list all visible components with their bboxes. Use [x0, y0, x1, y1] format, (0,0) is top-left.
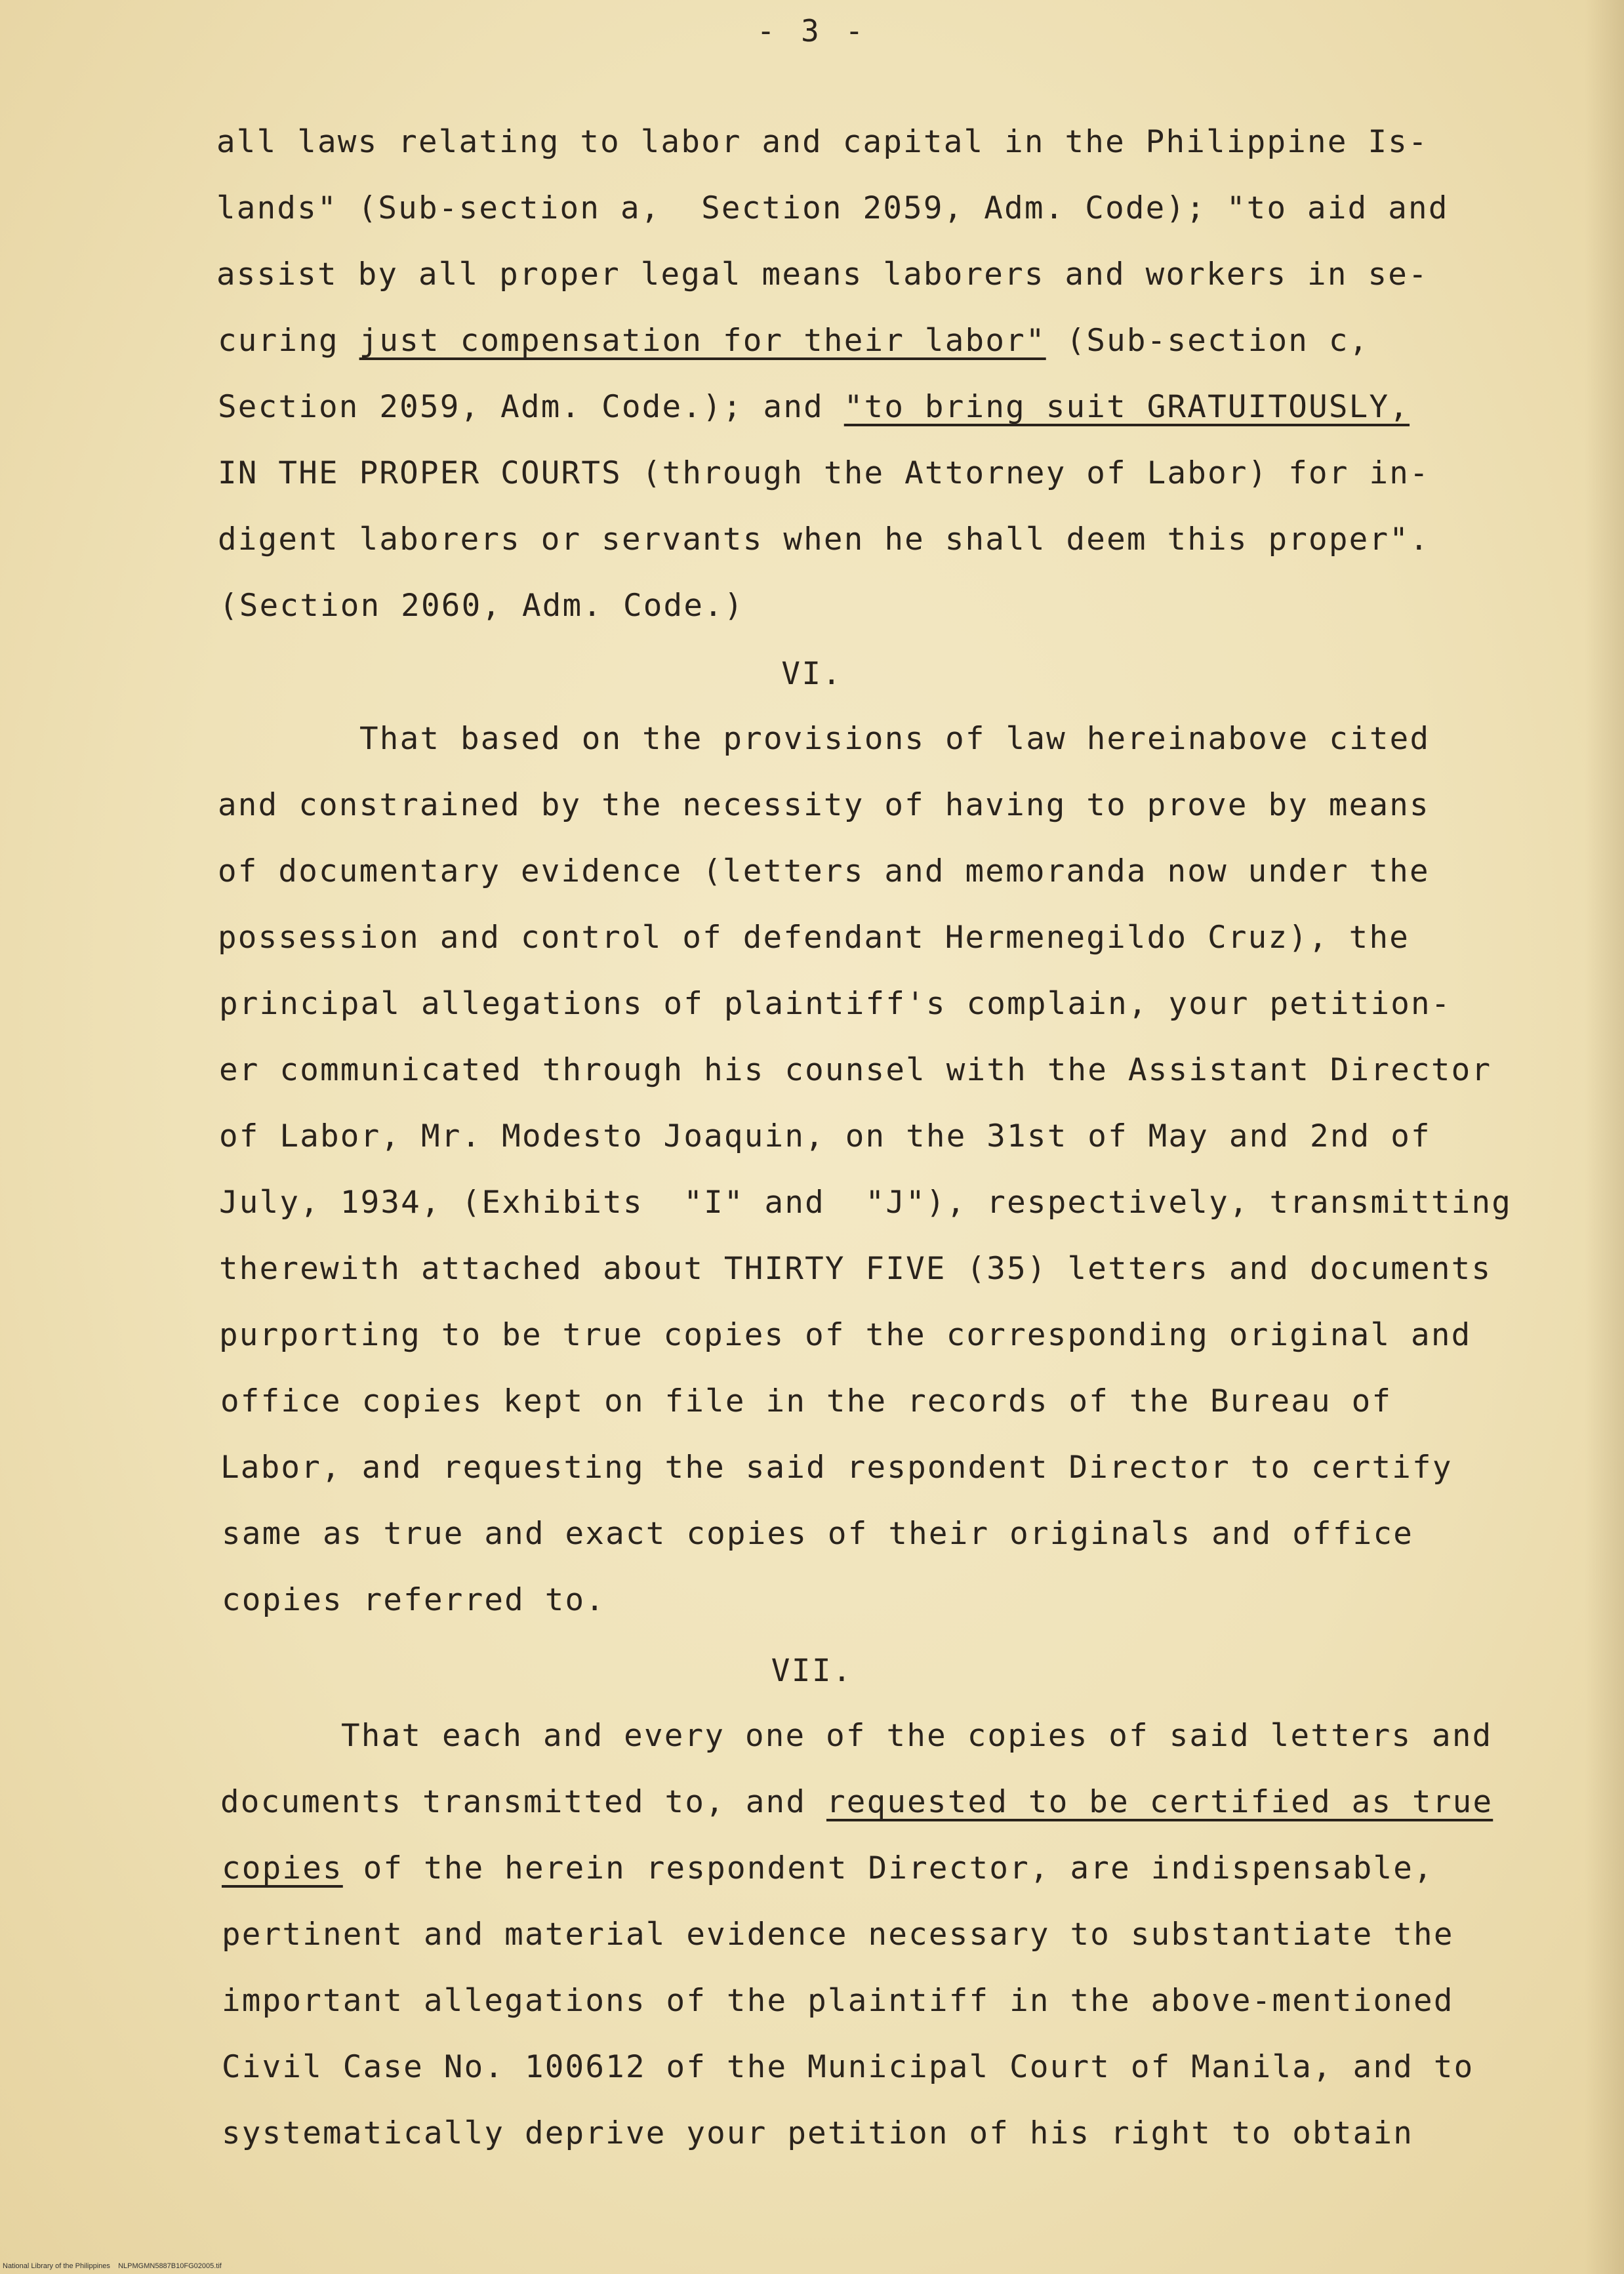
body-line: possession and control of defendant Hermenegildo Cruz), the	[218, 920, 1410, 956]
page-number: - 3 -	[756, 13, 868, 49]
body-line: er communicated through his counsel with the Assistant Director	[219, 1052, 1492, 1088]
body-line: Section 2059, Adm. Code.); and "to bring suit GRATUITOUSLY,	[218, 389, 1410, 425]
body-line: therewith attached about THIRTY FIVE (35) letters and documents	[219, 1251, 1492, 1287]
archive-footer: National Library of the Philippines NLPMGMN5887B10FG02005.tif	[3, 2262, 222, 2270]
body-line: That based on the provisions of law hereinabove cited	[359, 721, 1431, 757]
body-line: of documentary evidence (letters and memoranda now under the	[218, 853, 1430, 889]
body-line: (Section 2060, Adm. Code.)	[219, 588, 744, 624]
section-heading: VII.	[771, 1653, 853, 1689]
body-line: That each and every one of the copies of said letters and	[341, 1718, 1493, 1754]
body-line: curing just compensation for their labor" (Sub-section c,	[218, 323, 1370, 359]
body-line: purporting to be true copies of the corresponding original and	[219, 1317, 1472, 1353]
page-edge-shadow	[1585, 0, 1624, 2274]
body-line: principal allegations of plaintiff's complain, your petition-	[219, 986, 1451, 1022]
section-heading: VI.	[781, 656, 843, 692]
body-line: of Labor, Mr. Modesto Joaquin, on the 31st of May and 2nd of	[219, 1118, 1431, 1154]
body-line: digent laborers or servants when he shall deem this proper".	[218, 521, 1430, 558]
body-line: systematically deprive your petition of his right to obtain	[222, 2115, 1414, 2151]
body-line: lands" (Sub-section a, Section 2059, Adm. Code); "to aid and	[216, 190, 1449, 226]
underlined-text: "to bring suit GRATUITOUSLY,	[843, 389, 1410, 425]
body-line: Labor, and requesting the said respondent Director to certify	[220, 1450, 1453, 1486]
body-line: office copies kept on file in the records of the Bureau of	[220, 1383, 1392, 1419]
body-line: copies of the herein respondent Director, are indispensable,	[222, 1850, 1434, 1886]
body-line: copies referred to.	[222, 1582, 606, 1618]
body-line: important allegations of the plaintiff in the above-mentioned	[222, 1983, 1454, 2019]
body-line: all laws relating to labor and capital in the Philippine Is-	[216, 124, 1429, 160]
body-line: IN THE PROPER COURTS (through the Attorney of Labor) for in-	[218, 455, 1430, 491]
underlined-text: copies	[222, 1850, 343, 1886]
underlined-text: just compensation for their labor"	[359, 323, 1046, 359]
body-line: and constrained by the necessity of having to prove by means	[218, 787, 1430, 823]
body-line: documents transmitted to, and requested to be certified as true	[220, 1784, 1493, 1820]
body-line: pertinent and material evidence necessary to substantiate the	[222, 1917, 1454, 1953]
underlined-text: requested to be certified as true	[826, 1784, 1493, 1820]
body-line: Civil Case No. 100612 of the Municipal Court of Manila, and to	[222, 2049, 1474, 2085]
body-line: July, 1934, (Exhibits "I" and "J"), respectively, transmitting	[219, 1185, 1512, 1221]
body-line: assist by all proper legal means laborers and workers in se-	[216, 256, 1429, 293]
body-line: same as true and exact copies of their originals and office	[222, 1516, 1414, 1552]
